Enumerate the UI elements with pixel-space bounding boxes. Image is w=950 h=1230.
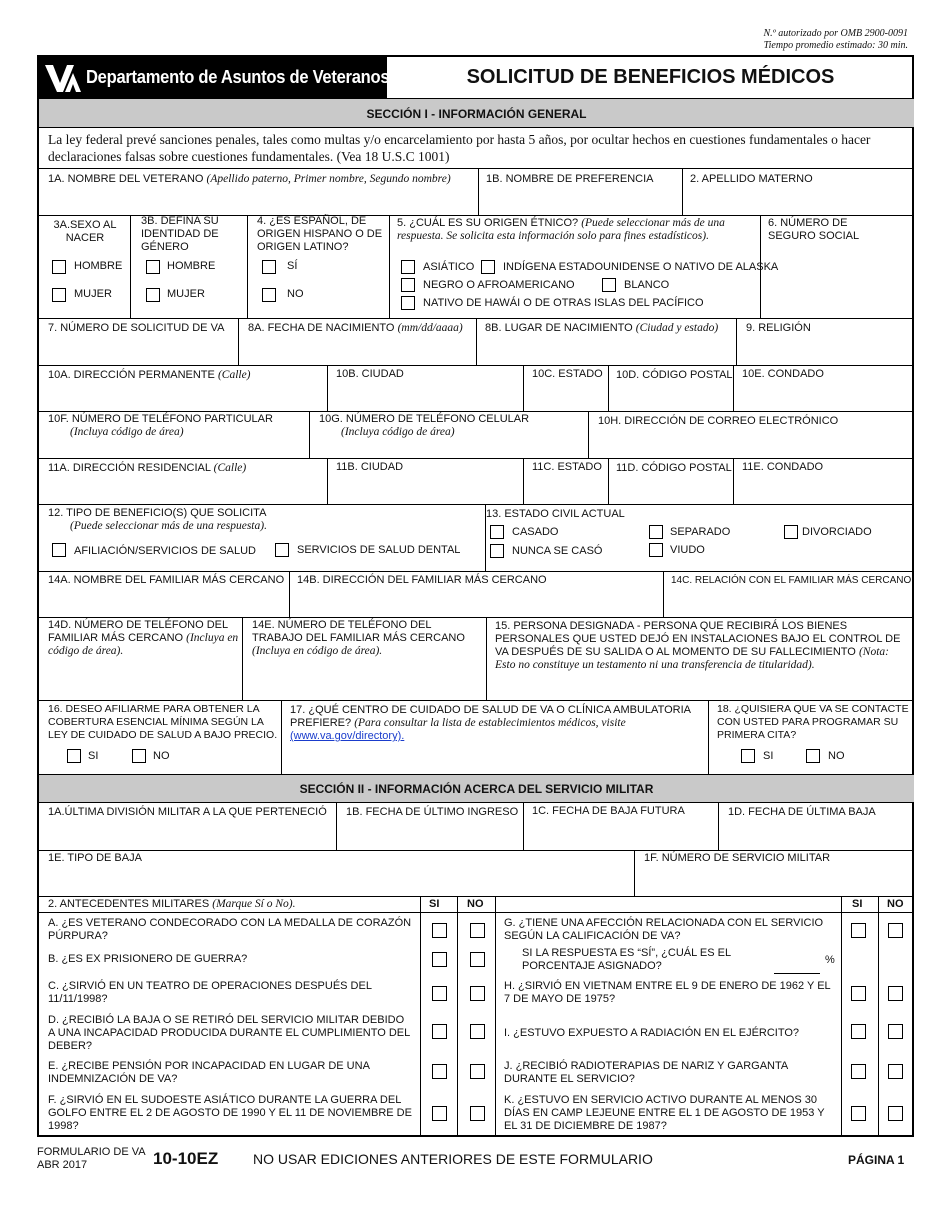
race-white-checkbox[interactable] [602,278,616,292]
qg-no-checkbox[interactable] [888,923,903,938]
footer-form-number: 10-10EZ [153,1149,219,1168]
qc-no-checkbox[interactable] [470,986,485,1001]
qb-no-checkbox[interactable] [470,952,485,967]
field-11b-label: 11B. CIUDAD [336,461,404,473]
field-6-label: 6. NÚMERO DE SEGURO SOCIAL [768,217,860,242]
field-14d-label: 14D. NÚMERO DE TELÉFONO DEL FAMILIAR MÁS CERCANO (Incluya en código de área). [48,619,239,657]
field-12-label: 12. TIPO DE BENEFICIO(S) QUE SOLICITA (Puede seleccionar más de una respuesta). [48,507,267,532]
race-asian-checkbox[interactable] [401,260,415,274]
field-s2-1f-label: 1F. NÚMERO DE SERVICIO MILITAR [644,852,831,864]
qe-yes-checkbox[interactable] [432,1064,447,1079]
legal-warning: La ley federal prevé sanciones penales, tales como multas y/o encarcelamiento por hasta 5 años, por ocultar hechos en cuestiones fundamentales o hacer declaraciones falsas sobre cuestiones fundamentales. (Vea 18 U.S.C 1001) [48,132,871,164]
question-a: A. ¿ES VETERANO CONDECORADO CON LA MEDALLA DE CORAZÓN PÚRPURA? [48,917,412,942]
field-s2-1a-label: 1A.ÚLTIMA DIVISIÓN MILITAR A LA QUE PERTENECIÓ [48,806,327,818]
race-black-checkbox[interactable] [401,278,415,292]
qa-yes-checkbox[interactable] [432,923,447,938]
field-8b-label: 8B. LUGAR DE NACIMIENTO (Ciudad y estado) [485,322,719,334]
gender-female-checkbox[interactable] [146,288,160,302]
sex-male-checkbox[interactable] [52,260,66,274]
field-8a-label: 8A. FECHA DE NACIMIENTO (mm/dd/aaaa) [248,322,463,334]
va-logo-banner [39,57,390,98]
appointment-no-label: NO [828,750,845,762]
marital-never-checkbox[interactable] [490,544,504,558]
field-s2-1d-label: 1D. FECHA DE ÚLTIMA BAJA [728,806,876,818]
qg-yes-checkbox[interactable] [851,923,866,938]
omb-number: N.º autorizado por OMB 2900-0091 [763,28,908,39]
field-10f-label: 10F. NÚMERO DE TELÉFONO PARTICULAR (Incluya código de área) [48,413,273,438]
field-2-label: 2. APELLIDO MATERNO [690,173,813,185]
marital-never-label: NUNCA SE CASÓ [512,545,603,557]
qi-yes-checkbox[interactable] [851,1024,866,1039]
gender-male-label: HOMBRE [167,260,216,272]
appointment-yes-checkbox[interactable] [741,749,755,763]
qc-yes-checkbox[interactable] [432,986,447,1001]
sex-female-label: MUJER [74,288,112,300]
hispanic-yes-label: SÍ [287,260,298,272]
qa-no-checkbox[interactable] [470,923,485,938]
field-4-label: 4. ¿ES ESPAÑOL, DE ORIGEN HISPANO O DE ORIGEN LATINO? [257,215,383,253]
benefit-dental-label: SERVICIOS DE SALUD DENTAL [297,544,461,556]
question-b: B. ¿ES EX PRISIONERO DE GUERRA? [48,953,248,965]
field-18-label: 18. ¿QUISIERA QUE VA SE CONTACTE CON USTED PARA PROGRAMAR SU PRIMERA CITA? [717,703,909,741]
footer-page: PÁGINA 1 [848,1153,905,1167]
qe-no-checkbox[interactable] [470,1064,485,1079]
field-s2-1c-label: 1C. FECHA DE BAJA FUTURA [532,805,685,817]
field-14b-label: 14B. DIRECCIÓN DEL FAMILIAR MÁS CERCANO [297,574,547,586]
race-asian-label: ASIÁTICO [423,261,475,273]
omb-notice [764,28,909,52]
field-s2-1e-label: 1E. TIPO DE BAJA [48,852,142,864]
field-14c-label: 14C. RELACIÓN CON EL FAMILIAR MÁS CERCANO [671,575,912,586]
col-si-left: SI [429,898,440,910]
hispanic-yes-checkbox[interactable] [262,260,276,274]
footer-form-label: FORMULARIO DE VA [37,1146,146,1158]
qj-yes-checkbox[interactable] [851,1064,866,1079]
org-name: Departamento de Asuntos de Veteranos [86,67,390,87]
marital-separated-checkbox[interactable] [649,525,663,539]
marital-married-label: CASADO [512,526,559,538]
va-directory-link[interactable]: (www.va.gov/directory). [290,730,405,742]
gender-male-checkbox[interactable] [146,260,160,274]
field-13-label: 13. ESTADO CIVIL ACTUAL [486,508,625,520]
field-7-label: 7. NÚMERO DE SOLICITUD DE VA [48,322,225,334]
benefit-dental-checkbox[interactable] [275,543,289,557]
col-si-right: SI [852,898,863,910]
qk-no-checkbox[interactable] [888,1106,903,1121]
section1-title: SECCIÓN I - INFORMACIÓN GENERAL [39,98,914,128]
appointment-no-checkbox[interactable] [806,749,820,763]
field-11e-label: 11E. CONDADO [742,461,824,473]
race-hawaiian-label: NATIVO DE HAWÁI O DE OTRAS ISLAS DEL PACÍFICO [423,297,704,309]
field-3b-label: 3B. DEFINA SU IDENTIDAD DE GÉNERO [141,215,219,253]
qf-no-checkbox[interactable] [470,1106,485,1121]
marital-widowed-checkbox[interactable] [649,543,663,557]
race-native-label: INDÍGENA ESTADOUNIDENSE O NATIVO DE ALASKA [503,261,779,273]
field-10e-label: 10E. CONDADO [742,368,824,380]
coverage-yes-label: SI [88,750,99,762]
question-j: J. ¿RECIBIÓ RADIOTERAPIAS DE NARIZ Y GARGANTA DURANTE EL SERVICIO? [504,1060,788,1085]
field-s2-1b-label: 1B. FECHA DE ÚLTIMO INGRESO [346,806,519,818]
percent-input[interactable] [774,973,820,974]
sex-female-checkbox[interactable] [52,288,66,302]
field-11a-label: 11A. DIRECCIÓN RESIDENCIAL (Calle) [48,462,247,474]
race-native-checkbox[interactable] [481,260,495,274]
qj-no-checkbox[interactable] [888,1064,903,1079]
marital-separated-label: SEPARADO [670,526,731,538]
field-11d-label: 11D. CÓDIGO POSTAL [616,462,732,474]
race-hawaiian-checkbox[interactable] [401,296,415,310]
field-16-label: 16. DESEO AFILIARME PARA OBTENER LA COBERTURA ESENCIAL MÍNIMA SEGÚN LA LEY DE CUIDADO DE SALUD A BAJO PRECIO. [48,703,278,741]
coverage-yes-checkbox[interactable] [67,749,81,763]
hispanic-no-checkbox[interactable] [262,288,276,302]
qd-no-checkbox[interactable] [470,1024,485,1039]
qi-no-checkbox[interactable] [888,1024,903,1039]
field-14a-label: 14A. NOMBRE DEL FAMILIAR MÁS CERCANO [48,574,285,586]
field-10b-label: 10B. CIUDAD [336,368,404,380]
sex-male-label: HOMBRE [74,260,123,272]
field-14e-label: 14E. NÚMERO DE TELÉFONO DEL TRABAJO DEL FAMILIAR MÁS CERCANO (Incluya en código de área). [252,619,465,657]
field-10d-label: 10D. CÓDIGO POSTAL [616,369,733,381]
field-10c-label: 10C. ESTADO [532,368,603,380]
field-1b-label: 1B. NOMBRE DE PREFERENCIA [486,173,654,185]
question-f: F. ¿SIRVIÓ EN EL SUDOESTE ASIÁTICO DURANTE LA GUERRA DEL GOLFO ENTRE EL 2 DE AGOSTO DE 1990 Y EL 11 DE NOVIEMBRE DE 1998? [48,1094,412,1132]
benefit-health-label: AFILIACIÓN/SERVICIOS DE SALUD [74,545,256,557]
question-g: G. ¿TIENE UNA AFECCIÓN RELACIONADA CON EL SERVICIO SEGÚN LA CALIFICACIÓN DE VA? [504,917,824,942]
coverage-no-label: NO [153,750,170,762]
qk-yes-checkbox[interactable] [851,1106,866,1121]
field-10h-label: 10H. DIRECCIÓN DE CORREO ELECTRÓNICO [598,415,839,427]
coverage-no-checkbox[interactable] [132,749,146,763]
field-s2-2-label: 2. ANTECEDENTES MILITARES (Marque Sí o No). [48,898,296,910]
marital-divorced-label: DIVORCIADO [802,526,872,538]
field-1a-label: 1A. NOMBRE DEL VETERANO (Apellido paterno, Primer nombre, Segundo nombre) [48,173,451,185]
field-5-label: 5. ¿CUÁL ES SU ORIGEN ÉTNICO? (Puede seleccionar más de una respuesta. Se solicita esta información solo para fines estadísticos). [397,217,725,242]
race-white-label: BLANCO [624,279,670,291]
form-title: SOLICITUD DE BENEFICIOS MÉDICOS [466,66,835,88]
field-9-label: 9. RELIGIÓN [746,322,811,334]
benefit-health-checkbox[interactable] [52,543,66,557]
marital-married-checkbox[interactable] [490,525,504,539]
qf-yes-checkbox[interactable] [432,1106,447,1121]
race-black-label: NEGRO O AFROAMERICANO [423,279,575,291]
field-11c-label: 11C. ESTADO [532,461,602,473]
qh-yes-checkbox[interactable] [851,986,866,1001]
footer-notice: NO USAR EDICIONES ANTERIORES DE ESTE FORMULARIO [253,1151,653,1167]
section2-title: SECCIÓN II - INFORMACIÓN ACERCA DEL SERVICIO MILITAR [39,774,914,803]
field-3a-label: 3A.SEXO AL NACER [53,219,117,244]
field-15-label: 15. PERSONA DESIGNADA - PERSONA QUE RECIBIRÁ LOS BIENES PERSONALES QUE USTED DEJÓ EN INSTALACIONES BAJO EL CONTROL DE VA DESPUÉS DE SU SALIDA O AL MOMENTO DE SU FALLECIMIENTO (Nota: Esto no constituye un testamento ni una transferencia de titularidad). [495,620,901,671]
question-d: D. ¿RECIBIÓ LA BAJA O SE RETIRÓ DEL SERVICIO MILITAR DEBIDO A UNA INCAPACIDAD PRODUCIDA DURANTE EL CUMPLIMIENTO DEL DEBER? [48,1014,410,1052]
field-17-label: 17. ¿QUÉ CENTRO DE CUIDADO DE SALUD DE VA O CLÍNICA AMBULATORIA PREFIERE? (Para consultar la lista de establecimientos médicos, visite (www.va.gov/directory). [290,704,691,742]
field-10a-label: 10A. DIRECCIÓN PERMANENTE (Calle) [48,369,251,381]
footer-date: ABR 2017 [37,1159,88,1171]
qb-yes-checkbox[interactable] [432,952,447,967]
question-e: E. ¿RECIBE PENSIÓN POR INCAPACIDAD EN LUGAR DE UNA INDEMNIZACIÓN DE VA? [48,1060,370,1085]
footer-form-info [37,1146,146,1172]
va-seal-icon [43,61,83,95]
omb-time: Tiempo promedio estimado: 30 min. [763,40,908,51]
qh-no-checkbox[interactable] [888,986,903,1001]
field-10g-label: 10G. NÚMERO DE TELÉFONO CELULAR (Incluya código de área) [319,413,530,438]
question-c: C. ¿SIRVIÓ EN UN TEATRO DE OPERACIONES DESPUÉS DEL 11/11/1998? [48,980,372,1005]
question-h: H. ¿SIRVIÓ EN VIETNAM ENTRE EL 9 DE ENERO DE 1962 Y EL 7 DE MAYO DE 1975? [504,980,831,1005]
question-i: I. ¿ESTUVO EXPUESTO A RADIACIÓN EN EL EJÉRCITO? [504,1027,800,1039]
col-no-left: NO [467,898,484,910]
percent-sign: % [825,954,835,966]
marital-widowed-label: VIUDO [670,544,705,556]
form-frame [37,55,914,1137]
qd-yes-checkbox[interactable] [432,1024,447,1039]
gender-female-label: MUJER [167,288,205,300]
marital-divorced-checkbox[interactable] [784,525,798,539]
appointment-yes-label: SI [763,750,774,762]
question-k: K. ¿ESTUVO EN SERVICIO ACTIVO DURANTE AL MENOS 30 DÍAS EN CAMP LEJEUNE ENTRE EL 1 DE AGOSTO DE 1953 Y EL 31 DE DICIEMBRE DE 1987? [504,1094,825,1132]
hispanic-no-label: NO [287,288,304,300]
col-no-right: NO [887,898,904,910]
question-g-percent: SI LA RESPUESTA ES “SÍ”, ¿CUÁL ES EL PORCENTAJE ASIGNADO? [522,947,731,972]
